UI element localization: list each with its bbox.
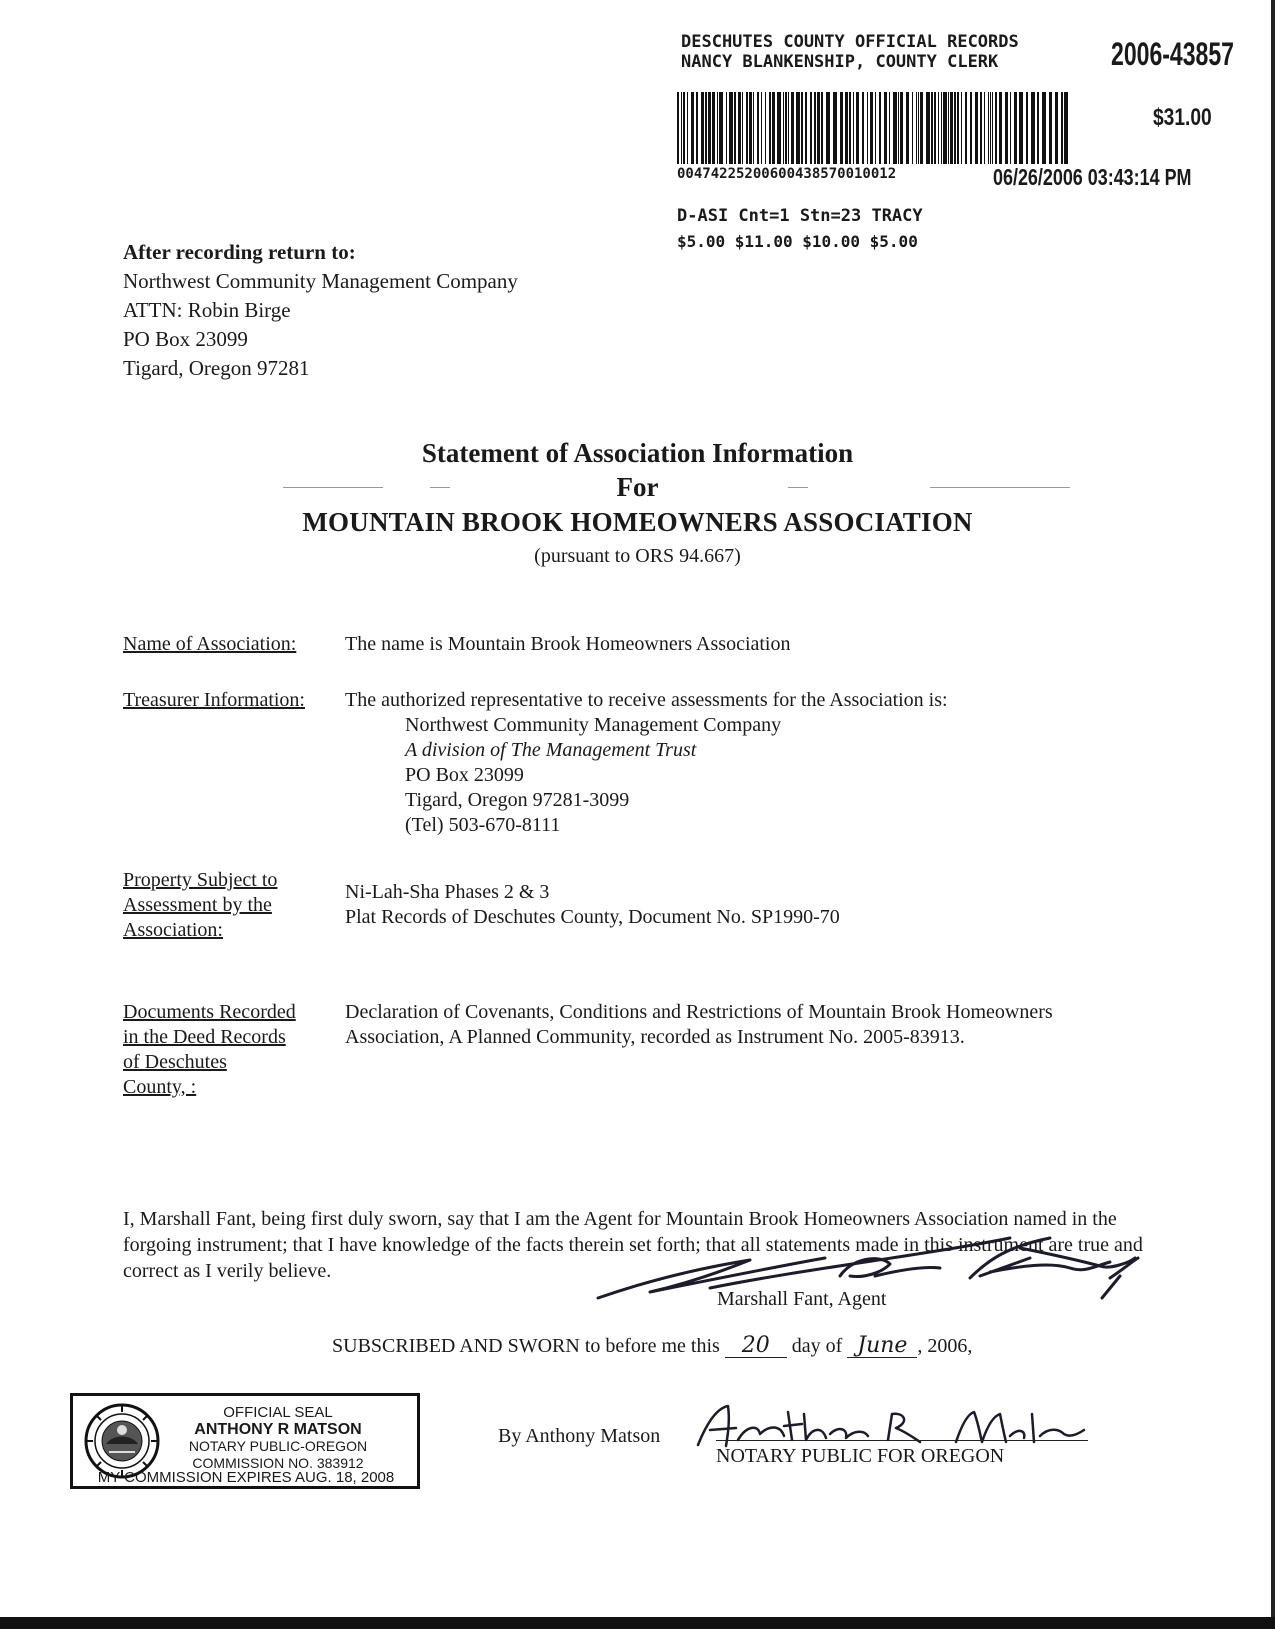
treasurer-po-box: PO Box 23099 [405, 764, 524, 786]
documents-line: Association, A Planned Community, recorded as Instrument No. 2005-83913. [345, 1026, 965, 1048]
property-plat: Plat Records of Deschutes County, Document No. SP1990-70 [345, 906, 840, 928]
property-label-line: Property Subject to [123, 869, 278, 891]
sworn-suffix: , 2006, [917, 1335, 973, 1357]
property-value [345, 880, 840, 930]
seal-notary-name: ANTHONY R MATSON [194, 1421, 362, 1438]
title-line-2: For [616, 472, 659, 502]
signer-name: Marshall Fant, Agent [717, 1288, 887, 1310]
property-label [123, 868, 277, 943]
title-line-1: Statement of Association Information [421, 438, 854, 468]
document-title [0, 436, 1275, 570]
treasurer-city: Tigard, Oregon 97281-3099 [405, 789, 630, 811]
page-edge-bottom [0, 1617, 1275, 1629]
sworn-mid: day of [791, 1335, 843, 1357]
treasurer-phone: (Tel) 503-670-8111 [405, 814, 561, 836]
property-label-line: Association: [123, 919, 223, 941]
documents-label-line: Documents Recorded [123, 1001, 296, 1023]
property-phases: Ni-Lah-Sha Phases 2 & 3 [345, 881, 550, 903]
return-line: Northwest Community Management Company [123, 269, 518, 293]
name-label: Name of Association: [123, 633, 297, 655]
recording-stamp [675, 28, 1235, 251]
stamp-barcode-number: 00474225200600438570010012 [677, 166, 897, 182]
seal-official: OFFICIAL SEAL [223, 1404, 333, 1421]
page-edge-right [1271, 0, 1275, 1629]
stamp-document-number: 2006-43857 [1111, 36, 1234, 72]
notary-by-line: By Anthony Matson [498, 1425, 661, 1447]
documents-line: Declaration of Covenants, Conditions and Restrictions of Mountain Brook Homeowners [345, 1001, 1053, 1023]
documents-value [345, 1000, 1053, 1050]
affidavit-paragraph: I, Marshall Fant, being first duly sworn, say that I am the Agent for Mountain Brook Homeowners Association named in the forgoing instrument; that I have knowledge of the facts therein set forth; that all statements made in this instrument are true and correct as I verily believe. [123, 1208, 1143, 1282]
treasurer-block [345, 688, 948, 838]
barcode-icon [677, 92, 1069, 164]
seal-expiry: MY COMMISSION EXPIRES AUG. 18, 2008 [97, 1469, 395, 1486]
stamp-codes: D-ASI Cnt=1 Stn=23 TRACY [677, 206, 923, 226]
title-association-name: MOUNTAIN BROOK HOMEOWNERS ASSOCIATION [302, 507, 973, 537]
treasurer-company: Northwest Community Management Company [405, 714, 782, 736]
stamp-county-clerk: NANCY BLANKENSHIP, COUNTY CLERK [681, 52, 999, 72]
name-value: The name is Mountain Brook Homeowners Association [345, 633, 791, 655]
documents-label-line: County, : [123, 1076, 197, 1098]
return-line: ATTN: Robin Birge [123, 298, 291, 322]
sworn-statement [332, 1335, 972, 1358]
signature-icon [590, 1218, 1190, 1338]
stamp-datetime: 06/26/2006 03:43:14 PM [993, 164, 1192, 190]
sworn-prefix: SUBSCRIBED AND SWORN to before me this [332, 1335, 720, 1357]
treasurer-label: Treasurer Information: [123, 689, 305, 711]
return-heading: After recording return to: [123, 240, 356, 264]
seal-text [145, 1404, 411, 1472]
documents-label-line: of Deschutes [123, 1051, 227, 1073]
return-line: Tigard, Oregon 97281 [123, 356, 310, 380]
seal-commission: COMMISSION NO. 383912 [192, 1455, 364, 1471]
treasurer-intro: The authorized representative to receive assessments for the Association is: [345, 689, 948, 711]
seal-notary-state: NOTARY PUBLIC-OREGON [188, 1438, 368, 1454]
sworn-day-field: 20 [725, 1335, 787, 1358]
official-seal [70, 1393, 420, 1489]
stamp-county-records: DESCHUTES COUNTY OFFICIAL RECORDS [681, 32, 1019, 52]
stamp-fee-breakdown: $5.00 $11.00 $10.00 $5.00 [677, 232, 918, 251]
documents-label [123, 1000, 296, 1100]
notary-title: NOTARY PUBLIC FOR OREGON [716, 1445, 1005, 1467]
return-address [123, 238, 518, 383]
title-statute: (pursuant to ORS 94.667) [534, 545, 741, 567]
sworn-month-field: June [847, 1335, 917, 1358]
treasurer-division: A division of The Management Trust [405, 739, 697, 761]
return-line: PO Box 23099 [123, 327, 248, 351]
stamp-fee-total: $31.00 [1153, 104, 1212, 131]
documents-label-line: in the Deed Records [123, 1026, 286, 1048]
notary-signature-line [716, 1440, 1088, 1441]
property-label-line: Assessment by the [123, 894, 272, 916]
